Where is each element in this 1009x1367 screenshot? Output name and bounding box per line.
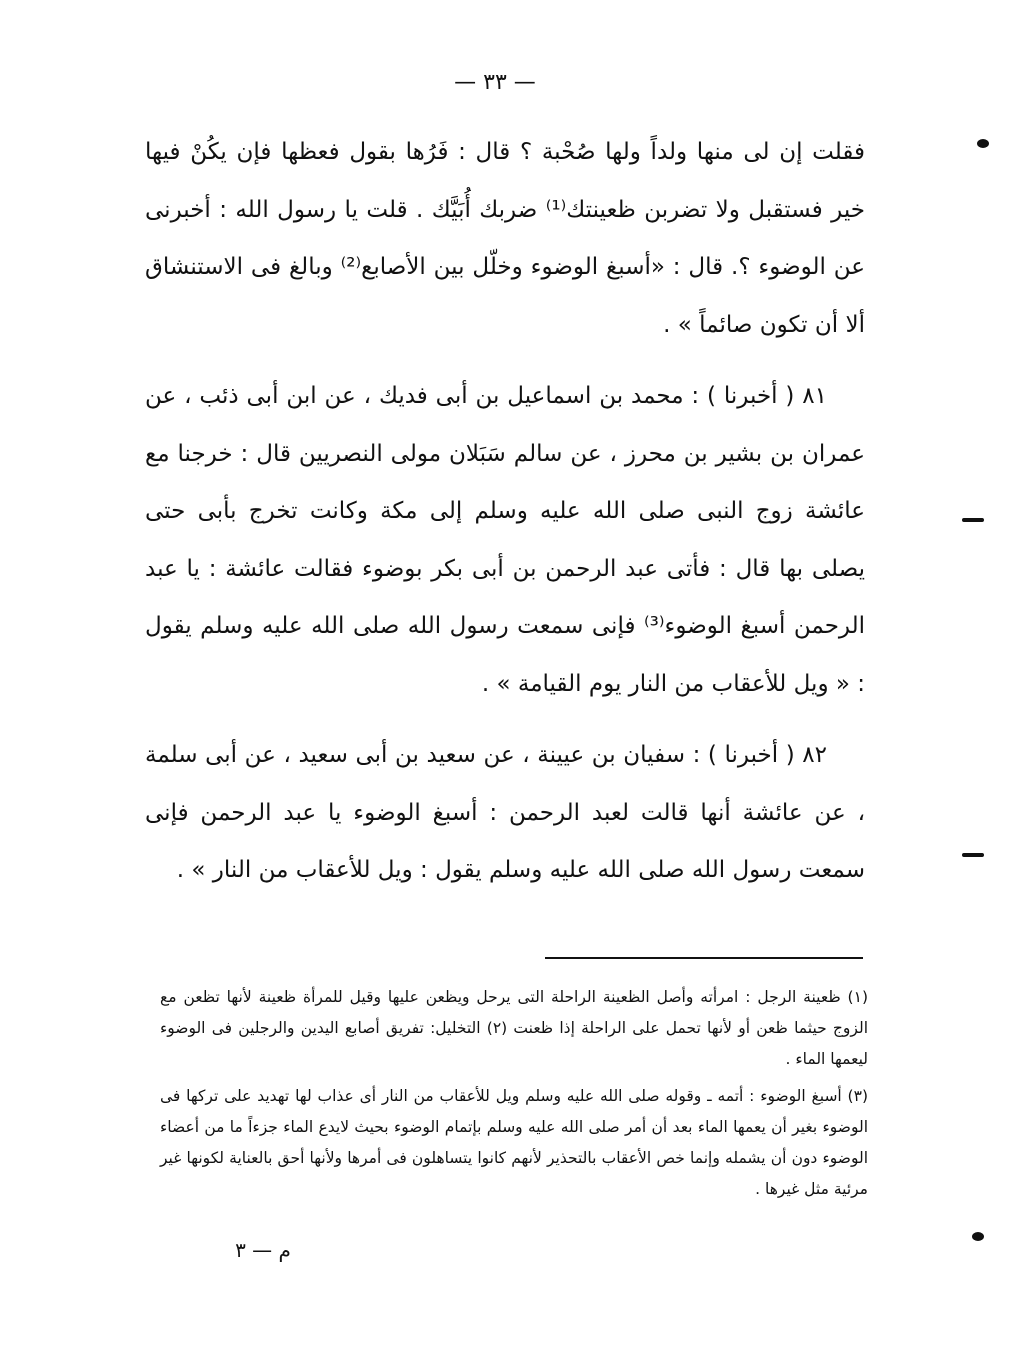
- paragraph-continued: فقلت إن لى منها ولداً ولها صُحْبة ؟ قال : فَرُها بقول فعظها فإن يكُنْ فيها خير فستقبل ولا تضربن ظعينتك⁽¹⁾ ضربك أُبَيَّك . قلت يا رسول الله : أخبرنى عن الوضوء ؟. قال : «أسبغ الوضوء وخلّل بين الأصابع⁽²⁾ وبالغ فى الاستنشاق ألا أن تكون صائماً » .: [145, 139, 866, 338]
- page-number: — ٣٣ —: [454, 70, 536, 95]
- main-text: [145, 124, 865, 914]
- footnote-3: (٣) أسبغ الوضوء : أتمه ـ وقوله صلى الله عليه وسلم ويل للأعقاب من النار أى عذاب لها تهديد على تركها فى الوضوء بغير أن يعمها الماء بعد أن أمر صلى الله عليه وسلم بإتمام الوضوء بحيث لايدع الماء جزءاً ما من أعضاء الوضوء دون أن يشمله وإنما خص الأعقاب بالتحذير لأنهم كانوا يتساهلون فى أمرها ولأنها أحق بالعناية لكونها غير مرئية مثل غيرها .: [160, 1087, 868, 1198]
- signature-mark: م — ٣: [235, 1238, 291, 1262]
- footnote-1-2: (١) ظعينة الرجل : امرأته وأصل الظعينة الراحلة التى يرحل ويظعن عليها وقيل للمرأة ظعينة لأنها تظعن مع الزوج حيثما ظعن أو لأنها تحمل على الراحلة إذا ظعنت (٢) التخليل: تفريق أصابع اليدين والرجلين فى الوضوء ليعمها الماء .: [160, 988, 868, 1068]
- footnote-separator: [545, 957, 863, 959]
- margin-dot-mark: [972, 1232, 984, 1241]
- footnotes: [160, 982, 868, 1211]
- margin-dash-mark: [962, 518, 984, 522]
- paragraph-82: ٨٢ ( أخبرنا ) : سفيان بن عيينة ، عن سعيد بن أبى سعيد ، عن أبى سلمة ، عن عائشة أنها قالت لعبد الرحمن : أسبغ الوضوء يا عبد الرحمن فإنى سمعت رسول الله صلى الله عليه وسلم يقول : ويل للأعقاب من النار » .: [145, 742, 865, 883]
- margin-dot-mark: [977, 139, 989, 148]
- margin-dash-mark: [962, 853, 984, 857]
- paragraph-81: ٨١ ( أخبرنا ) : محمد بن اسماعيل بن أبى فديك ، عن ابن أبى ذئب ، عن عمران بن بشير بن محرز ، عن سالم سَبَلان مولى النصريين قال : خرجنا مع عائشة زوج النبى صلى الله عليه وسلم إلى مكة وكانت تخرج بأبى حتى يصلى بها قال : فأتى عبد الرحمن بن أبى بكر بوضوء فقالت عائشة : يا عبد الرحمن أسبغ الوضوء⁽³⁾ فإنى سمعت رسول الله صلى الله عليه وسلم يقول : « ويل للأعقاب من النار يوم القيامة » .: [145, 383, 866, 697]
